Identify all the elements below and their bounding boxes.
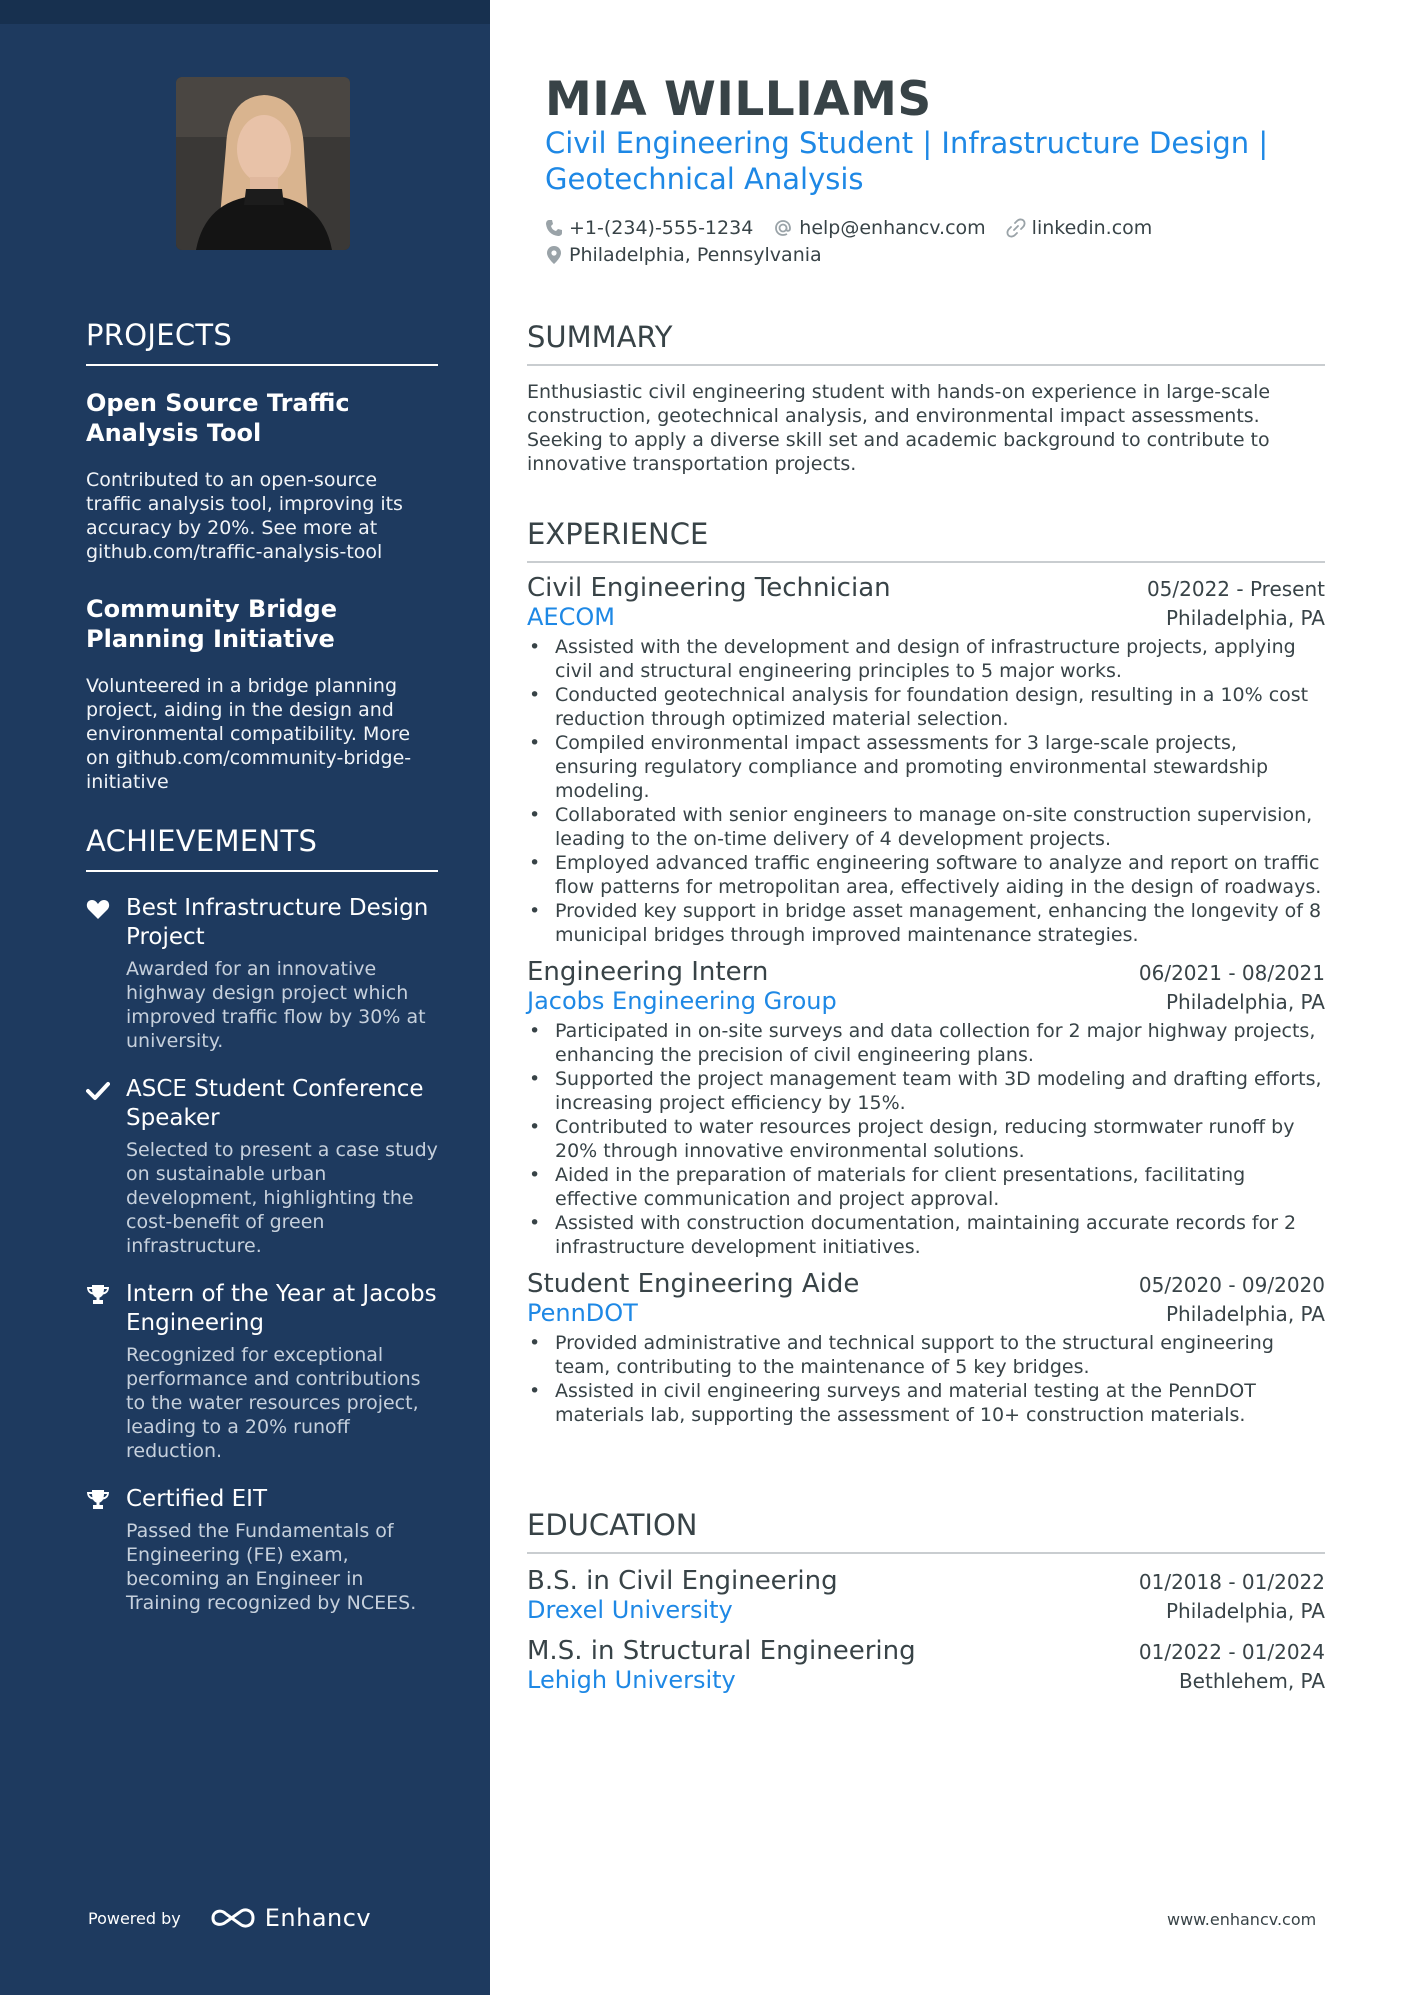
achievement-item <box>86 1485 438 1615</box>
job-dates: 05/2020 - 09/2020 <box>1138 1273 1325 1297</box>
job-bullet: • Assisted with the development and design of infrastructure projects, applying civil and structural engineering principles to 5 major works. <box>527 635 1325 683</box>
job-bullet: • Aided in the preparation of materials for client presentations, facilitating effective communication and project approval. <box>527 1163 1325 1211</box>
projects-heading: PROJECTS <box>86 318 438 366</box>
profile-photo <box>176 77 350 250</box>
project-description: Contributed to an open-source traffic analysis tool, improving its accuracy by 20%. See more at github.com/traffic-analysis-tool <box>86 469 403 563</box>
summary-section <box>527 320 1325 476</box>
phone-text: +1-(234)-555-1234 <box>569 216 754 239</box>
job-title: Engineering Intern <box>527 957 769 987</box>
job-title: Student Engineering Aide <box>527 1269 860 1299</box>
project-description: Volunteered in a bridge planning project, aiding in the design and environmental compatibility. More on github.com/community-bridge-initiative <box>86 675 412 793</box>
degree-title: B.S. in Civil Engineering <box>527 1566 838 1596</box>
job-entry <box>527 573 1325 947</box>
achievements-heading: ACHIEVEMENTS <box>86 824 438 872</box>
enhancv-logo-icon <box>209 1905 257 1931</box>
education-dates: 01/2022 - 01/2024 <box>1138 1640 1325 1664</box>
degree-title: M.S. in Structural Engineering <box>527 1636 916 1666</box>
candidate-name: MIA WILLIAMS <box>545 72 932 127</box>
school-name: Lehigh University <box>527 1666 736 1694</box>
project-item <box>86 594 438 794</box>
experience-section <box>527 517 1325 1427</box>
sidebar-top-strip <box>0 0 490 24</box>
job-location: Philadelphia, PA <box>1165 990 1325 1014</box>
achievement-title: Intern of the Year at Jacobs Engineering <box>126 1281 437 1336</box>
project-item <box>86 388 438 564</box>
job-bullet: • Provided administrative and technical support to the structural engineering team, contributing to the maintenance of 5 key bridges. <box>527 1331 1325 1379</box>
job-bullet: • Participated in on-site surveys and data collection for 2 major highway projects, enhancing the precision of civil engineering plans. <box>527 1019 1325 1067</box>
achievement-item <box>86 1075 438 1258</box>
job-location: Philadelphia, PA <box>1165 606 1325 630</box>
job-bullet: • Conducted geotechnical analysis for foundation design, resulting in a 10% cost reduction through optimized material selection. <box>527 683 1325 731</box>
job-bullets <box>527 1019 1325 1259</box>
job-bullet: • Employed advanced traffic engineering software to analyze and report on traffic flow patterns for metropolitan area, effectively aiding in the design of roadways. <box>527 851 1325 899</box>
project-title: Community Bridge Planning Initiative <box>86 595 337 653</box>
achievement-description: Selected to present a case study on sustainable urban development, highlighting the cost-benefit of green infrastructure. <box>126 1139 438 1257</box>
job-bullet: • Assisted in civil engineering surveys and material testing at the PennDOT materials lab, supporting the assessment of 10+ construction materials. <box>527 1379 1325 1427</box>
job-bullet: • Collaborated with senior engineers to manage on-site construction supervision, leading to the on-time delivery of 4 development projects. <box>527 803 1325 851</box>
achievement-description: Passed the Fundamentals of Engineering (FE) exam, becoming an Engineer in Training recognized by NCEES. <box>126 1520 417 1614</box>
school-location: Bethlehem, PA <box>1178 1669 1325 1693</box>
at-icon <box>773 218 793 238</box>
job-company: Jacobs Engineering Group <box>527 987 837 1015</box>
education-heading: EDUCATION <box>527 1508 1325 1554</box>
summary-text: Enthusiastic civil engineering student with hands-on experience in large-scale construction, geotechnical analysis, and environmental impact assessments. Seeking to apply a diverse skill set and academic background to contribute to innovative transportation projects. <box>527 381 1271 475</box>
job-entry <box>527 957 1325 1259</box>
experience-heading: EXPERIENCE <box>527 517 1325 563</box>
achievement-title: ASCE Student Conference Speaker <box>126 1076 424 1131</box>
achievement-description: Awarded for an innovative highway design project which improved traffic flow by 30% at university. <box>126 958 426 1052</box>
contact-phone[interactable] <box>545 217 753 239</box>
job-company: PennDOT <box>527 1299 638 1327</box>
contact-email[interactable] <box>773 217 985 239</box>
achievement-item <box>86 1280 438 1463</box>
sidebar <box>0 0 490 1995</box>
education-section <box>527 1508 1325 1694</box>
summary-heading: SUMMARY <box>527 320 1325 366</box>
candidate-tagline: Civil Engineering Student | Infrastructure Design | Geotechnical Analysis <box>545 126 1269 196</box>
contact-info <box>545 214 1305 268</box>
powered-by <box>88 1904 371 1932</box>
achievements-section <box>86 824 438 1615</box>
enhancv-logo[interactable] <box>209 1904 371 1932</box>
education-entry <box>527 1566 1325 1624</box>
enhancv-brand: Enhancv <box>264 1904 372 1932</box>
job-bullets <box>527 635 1325 947</box>
achievement-title: Best Infrastructure Design Project <box>126 895 429 950</box>
phone-icon <box>545 219 563 237</box>
location-pin-icon <box>545 245 563 265</box>
email-text: help@enhancv.com <box>799 216 986 239</box>
school-name: Drexel University <box>527 1596 733 1624</box>
achievement-item <box>86 894 438 1053</box>
trophy-icon <box>86 1280 126 1463</box>
job-location: Philadelphia, PA <box>1165 1302 1325 1326</box>
job-bullet: • Compiled environmental impact assessments for 3 large-scale projects, ensuring regulatory compliance and promoting environmental stewardship modeling. <box>527 731 1325 803</box>
job-bullets <box>527 1331 1325 1427</box>
trophy-icon <box>86 1485 126 1615</box>
heart-icon <box>86 894 126 1053</box>
job-bullet: • Assisted with construction documentation, maintaining accurate records for 2 infrastructure development initiatives. <box>527 1211 1325 1259</box>
project-title: Open Source Traffic Analysis Tool <box>86 389 350 447</box>
achievement-title: Certified EIT <box>126 1486 267 1512</box>
job-dates: 05/2022 - Present <box>1146 577 1325 601</box>
check-icon <box>86 1075 126 1258</box>
education-entry <box>527 1636 1325 1694</box>
job-title: Civil Engineering Technician <box>527 573 891 603</box>
achievement-description: Recognized for exceptional performance and contributions to the water resources project, leading to a 20% runoff reduction. <box>126 1344 421 1462</box>
education-dates: 01/2018 - 01/2022 <box>1138 1570 1325 1594</box>
school-location: Philadelphia, PA <box>1165 1599 1325 1623</box>
footer-website-link[interactable]: www.enhancv.com <box>1167 1910 1317 1929</box>
job-bullet: • Provided key support in bridge asset management, enhancing the longevity of 8 municipal bridges through improved maintenance strategies. <box>527 899 1325 947</box>
job-entry <box>527 1269 1325 1427</box>
job-bullet: • Supported the project management team with 3D modeling and drafting efforts, increasing project efficiency by 15%. <box>527 1067 1325 1115</box>
job-dates: 06/2021 - 08/2021 <box>1138 961 1325 985</box>
location-text: Philadelphia, Pennsylvania <box>569 243 822 266</box>
job-bullet: • Contributed to water resources project design, reducing stormwater runoff by 20% through innovative environmental solutions. <box>527 1115 1325 1163</box>
contact-linkedin[interactable] <box>1006 217 1153 239</box>
link-icon <box>1006 218 1026 238</box>
job-company: AECOM <box>527 603 615 631</box>
sidebar-content <box>86 318 438 1637</box>
contact-location <box>545 244 822 266</box>
powered-by-label: Powered by <box>88 1908 181 1928</box>
linkedin-text: linkedin.com <box>1031 216 1153 239</box>
